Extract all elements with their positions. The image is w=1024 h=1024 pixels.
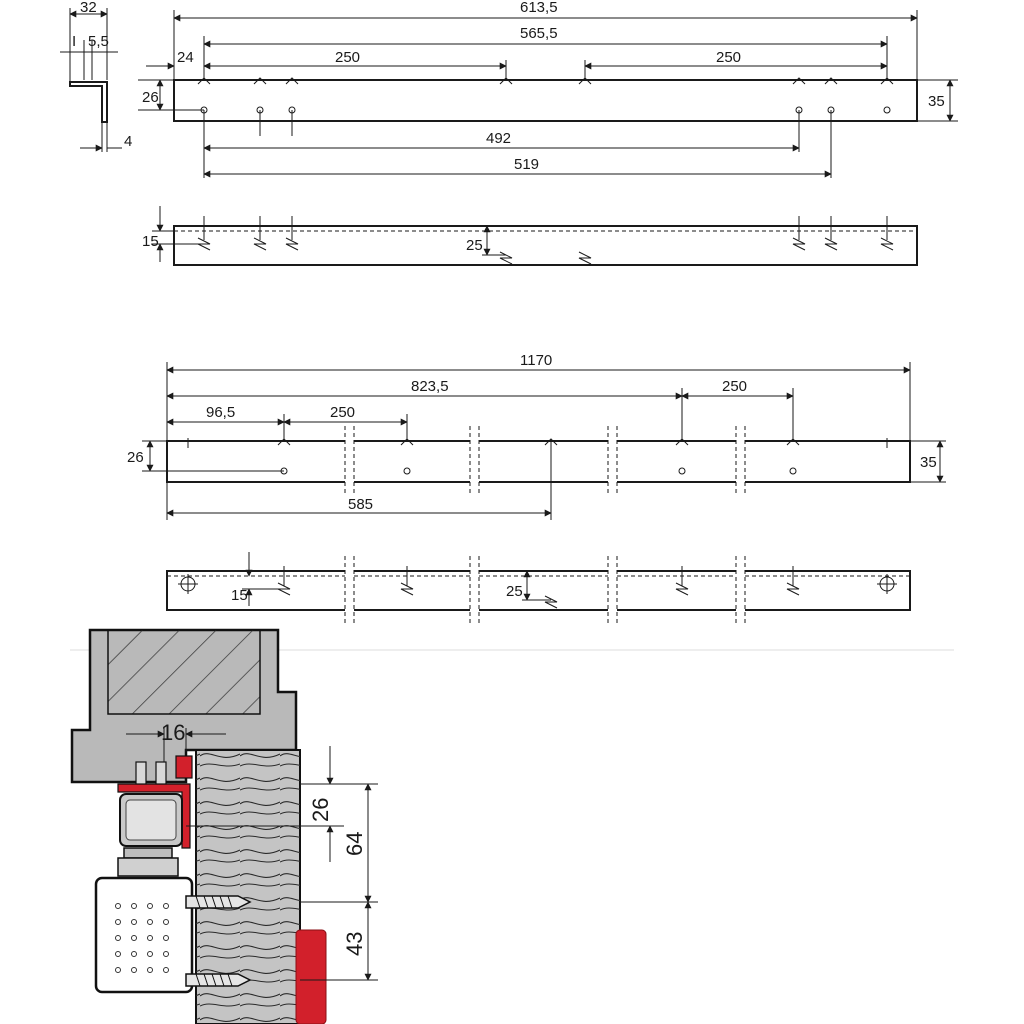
closer-body <box>96 878 192 992</box>
profile-section <box>60 0 132 152</box>
bracket-pin-left <box>136 762 146 784</box>
profile-outline <box>70 82 107 122</box>
frame-wood-core <box>108 630 260 714</box>
rail-long-top-view <box>127 352 946 520</box>
rail-long-height-right-label: 35 <box>920 454 937 471</box>
rail-short-top-view <box>138 0 958 178</box>
screw-lower <box>186 974 250 986</box>
rail-long-side-view <box>167 552 910 626</box>
section-dim-64-label: 64 <box>342 831 367 856</box>
rail-short-spacing-left-label: 250 <box>335 49 361 66</box>
rail-short-side-outline <box>174 226 917 265</box>
rail-long-total-label: 1170 <box>520 352 553 369</box>
rail-long-holes <box>281 468 796 474</box>
rail-short-side-view <box>142 206 917 265</box>
rail-long-depth-15-label: 15 <box>231 587 248 604</box>
section-dim-43-label: 43 <box>342 931 367 956</box>
rail-short-total-label: 613,5 <box>520 0 558 16</box>
bracket-pin-right <box>156 762 166 784</box>
rail-long-spacing-right-label: 250 <box>722 378 748 395</box>
rail-short-edge-label: 24 <box>177 49 194 66</box>
profile-slot-a-label: I <box>72 33 77 50</box>
screw-upper <box>186 896 250 908</box>
rail-long-edge-label: 96,5 <box>206 404 236 421</box>
rail-long-depth-25-label: 25 <box>506 583 523 600</box>
roller-unit-inner <box>126 800 176 840</box>
rail-short-outline <box>174 80 917 121</box>
rail-short-holes <box>201 107 890 178</box>
rail-long-height-left-label: 26 <box>127 449 144 466</box>
rail-long-823-label: 823,5 <box>411 378 449 395</box>
rail-short-depth-25-label: 25 <box>466 237 483 254</box>
roller-stem <box>124 848 172 858</box>
profile-thickness-label: 4 <box>124 133 133 150</box>
section-dim-26-label: 26 <box>308 797 333 822</box>
roller-base <box>118 858 178 876</box>
rail-long-spacing-left-label: 250 <box>330 404 356 421</box>
rail-short-height-right-label: 35 <box>928 93 945 110</box>
rail-short-height-left-label: 26 <box>142 89 159 106</box>
rail-long-side-outline <box>167 571 910 610</box>
rail-short-519-label: 519 <box>514 156 540 173</box>
rail-short-492-label: 492 <box>486 130 512 147</box>
rail-short-depth-15-label: 15 <box>142 233 159 250</box>
profile-slot-b-label: 5,5 <box>88 33 109 50</box>
bracket-clip <box>176 756 192 778</box>
rail-long-outline <box>167 441 910 482</box>
section-gap-16-label: 16 <box>161 720 186 745</box>
installation-section <box>72 630 378 1024</box>
rail-short-spacing-right-label: 250 <box>716 49 742 66</box>
profile-width-label: 32 <box>80 0 97 16</box>
rail-short-span-label: 565,5 <box>520 25 558 42</box>
rail-long-585-label: 585 <box>348 496 374 513</box>
door-stop <box>296 930 326 1024</box>
